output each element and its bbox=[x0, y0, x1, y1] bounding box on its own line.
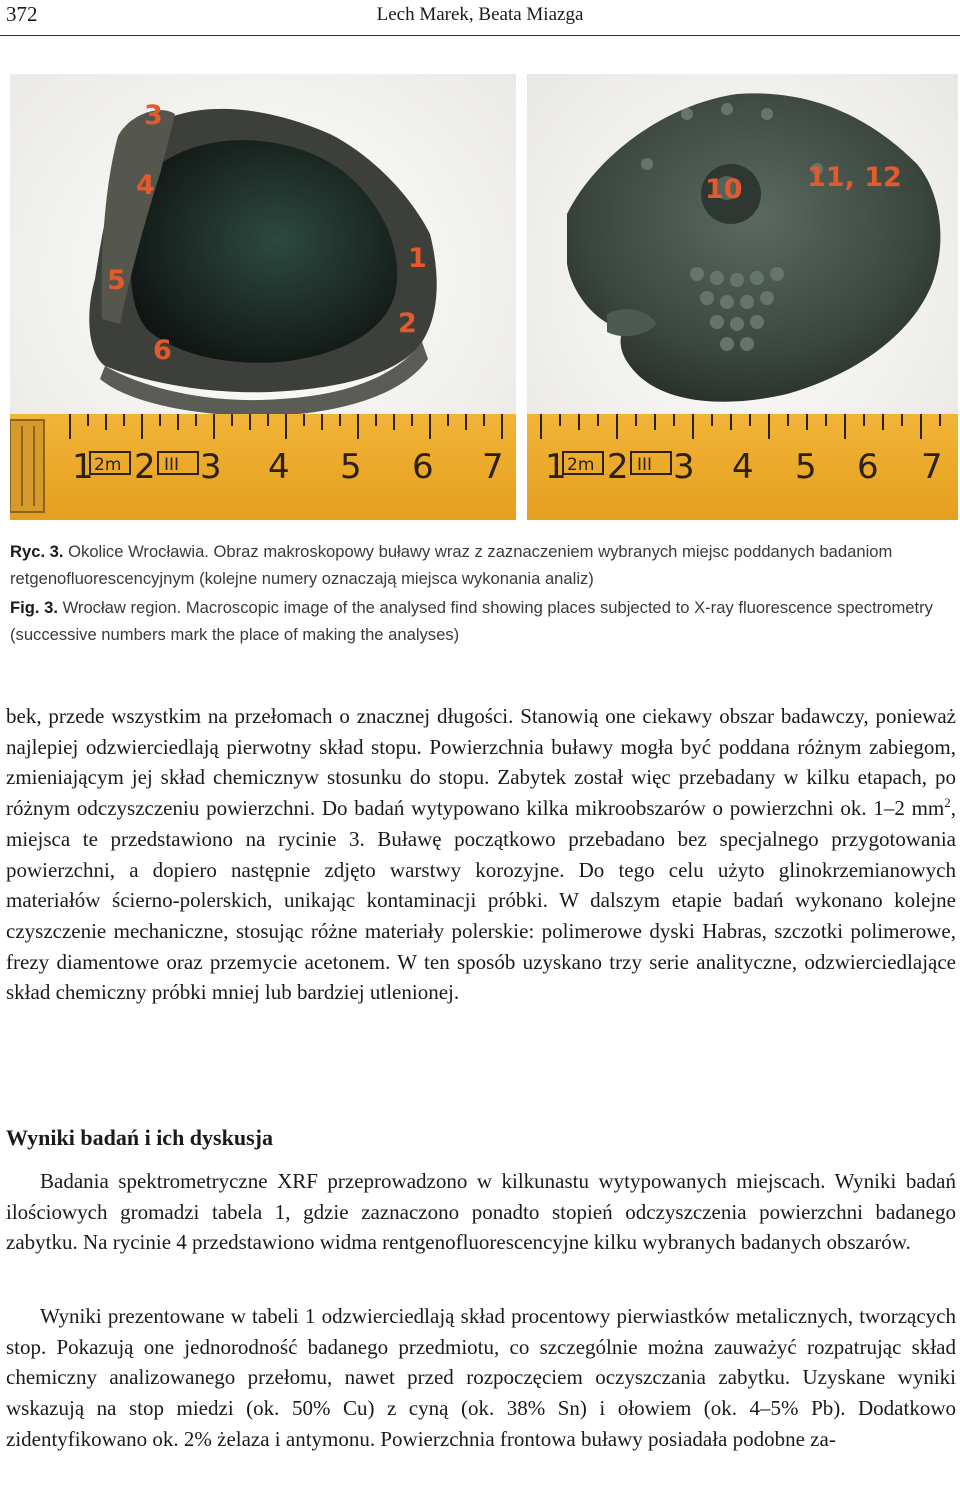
running-title: Lech Marek, Beata Miazga bbox=[376, 4, 584, 25]
ruler-number: 2 bbox=[607, 447, 629, 487]
svg-text:3: 3 bbox=[144, 100, 163, 131]
page-number: 372 bbox=[6, 2, 38, 26]
paragraph-text: , miejsca te przedstawiono na rycinie 3. Buławę początkowo przebadano bez specjalnego przygotowania powierzchni, a dopiero następnie zdjęto warstwy korozyjne. Do tego celu użyto glinokrzemianowych materiałów ścierno-polerskich, unikając kontaminacji próbki. W dalszym etapie badań wykonano kolejne czyszczenie mechaniczne, stosując różne materiały polerskie: polimerowe dyski Habras, szczotki polimerowe, frezy diamentowe oraz przemycie acetonem. W ten sposób uzyskano trzy serie analityczne, odzwierciedlające skład chemiczny próbki mniej lub bardziej utlenionej. bbox=[6, 796, 956, 1005]
photo-front-view bbox=[527, 74, 958, 520]
ruler-number: 5 bbox=[795, 447, 817, 487]
paragraph-text: bek, przede wszystkim na przełomach o znacznej długości. Stanowią one ciekawy obszar badawczy, ponieważ najlepiej odzwierciedlają pierwotny skład stopu. Powierzchnia buławy mogła być poddana różnym zabiegom, zmieniającym jej skład chemicznyw stosunku do stopu. Zabytek został więc przebadany w kilku etapach, po różnym odczyszczeniu powierzchni. Do badań wytypowano kilka mikroobszarów o powierzchni ok. 1–2 mm bbox=[6, 704, 956, 821]
body-paragraph: Badania spektrometryczne XRF przeprowadzono w kilkunastu wytypowanych miejscach. Wyniki badań ilościowych gromadzi tabela 1, gdzie zaznaczono ponadto stopień odczyszczenia powierzchni badanego zabytku. Na rycinie 4 przedstawiono widma rentgenofluorescencyjne kilku wybranych badanych obszarów. bbox=[6, 1169, 956, 1255]
ruler-number: 6 bbox=[412, 447, 434, 487]
svg-text:6: 6 bbox=[153, 335, 172, 366]
body-paragraph bbox=[6, 701, 956, 1008]
section-heading: Wyniki badań i ich dyskusja bbox=[6, 1125, 273, 1150]
svg-text:11, 12: 11, 12 bbox=[807, 162, 902, 193]
superscript: 2 bbox=[944, 795, 951, 811]
ruler-number: 1 bbox=[545, 447, 567, 487]
svg-text:4: 4 bbox=[136, 170, 155, 201]
figure-caption-english bbox=[10, 594, 954, 648]
ruler-box-label: 2m bbox=[567, 455, 595, 475]
photo-fracture-view bbox=[10, 74, 516, 520]
body-paragraph: Wyniki prezentowane w tabeli 1 odzwierciedlają skład procentowy pierwiastków metalicznych, tworzących stop. Pokazują one jednorodność badanego przedmiotu, co szczególnie można zauważyć rozpatrując skład chemiczny analizowanego przełomu, nawet przed rozpoczęciem oczyszczania zabytku. Uzyskane wyniki wskazują na stop miedzi (ok. 50% Cu) z cyną (ok. 38% Sn) i ołowiem (ok. 4–5% Pb). Dodatkowo zidentyfikowano ok. 2% żelaza i antymonu. Powierzchnia frontowa buławy posiadała podobne za- bbox=[6, 1304, 956, 1451]
header-rule bbox=[0, 35, 960, 36]
ruler-number: 3 bbox=[200, 447, 222, 487]
ruler-number: 7 bbox=[921, 447, 943, 487]
svg-text:2: 2 bbox=[398, 308, 417, 339]
caption-label: Fig. 3. bbox=[10, 598, 58, 617]
ruler-number: 3 bbox=[673, 447, 695, 487]
ruler-number: 6 bbox=[857, 447, 879, 487]
ruler-box-label: 2m bbox=[94, 455, 122, 475]
ruler-number: 2 bbox=[134, 447, 156, 487]
caption-text: Okolice Wrocławia. Obraz makroskopowy buławy wraz z zaznaczeniem wybranych miejsc poddanych badaniom retgenofluorescencyjnym (kolejne numery oznaczają miejsca wykonania analiz) bbox=[10, 542, 893, 588]
svg-text:10: 10 bbox=[705, 174, 743, 205]
ruler-number: 7 bbox=[482, 447, 504, 487]
caption-text: Wrocław region. Macroscopic image of the analysed find showing places subjected to X-ray fluorescence spectrometry (successive numbers mark the place of making the analyses) bbox=[10, 598, 933, 644]
ruler-number: 1 bbox=[72, 447, 94, 487]
figure-caption-polish bbox=[10, 538, 954, 592]
ruler-number: 4 bbox=[732, 447, 754, 487]
svg-text:5: 5 bbox=[107, 265, 126, 296]
svg-text:1: 1 bbox=[408, 243, 427, 274]
ruler-box-label: III bbox=[637, 455, 653, 475]
ruler-number: 4 bbox=[268, 447, 290, 487]
ruler-number: 5 bbox=[340, 447, 362, 487]
page-header bbox=[0, 0, 960, 34]
ruler-box-label: III bbox=[164, 455, 180, 475]
caption-label: Ryc. 3. bbox=[10, 542, 64, 561]
